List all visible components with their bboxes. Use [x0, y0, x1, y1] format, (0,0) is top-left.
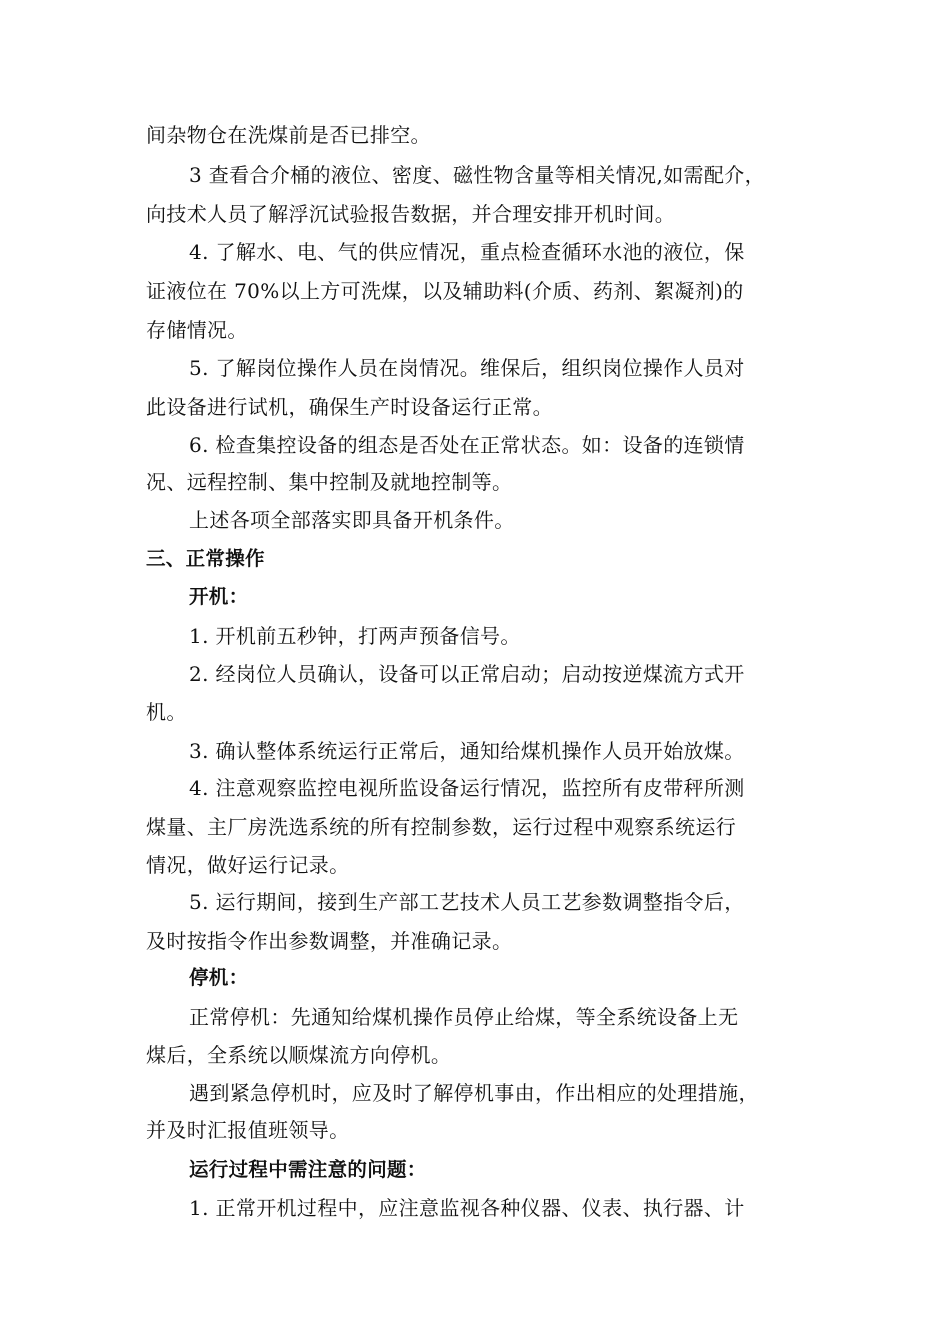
paragraph-line: 3. 确认整体系统运行正常后，通知给煤机操作人员开始放煤。 — [189, 739, 745, 763]
paragraph-line: 存储情况。 — [146, 318, 248, 342]
paragraph-line: 正常停机：先通知给煤机操作员停止给煤，等全系统设备上无 — [189, 1005, 739, 1029]
subsection-heading: 开机： — [189, 585, 249, 608]
paragraph-line: 5. 了解岗位操作人员在岗情况。维保后，组织岗位操作人员对 — [189, 356, 745, 380]
subsection-heading: 停机： — [189, 966, 249, 989]
paragraph-line: 并及时汇报值班领导。 — [146, 1118, 350, 1142]
paragraph-line: 遇到紧急停机时，应及时了解停机事由，作出相应的处理措施， — [189, 1081, 759, 1105]
paragraph-line: 4. 了解水、电、气的供应情况，重点检查循环水池的液位，保 — [189, 240, 745, 264]
paragraph-line: 煤后，全系统以顺煤流方向停机。 — [146, 1043, 452, 1067]
paragraph-line: 证液位在 70%以上方可洗煤，以及辅助料(介质、药剂、絮凝剂)的 — [146, 279, 744, 303]
paragraph-line: 间杂物仓在洗煤前是否已排空。 — [146, 123, 431, 147]
paragraph-line: 1. 正常开机过程中，应注意监视各种仪器、仪表、执行器、计 — [189, 1196, 745, 1220]
paragraph-line: 向技术人员了解浮沉试验报告数据，并合理安排开机时间。 — [146, 202, 676, 226]
paragraph-line: 情况，做好运行记录。 — [146, 853, 350, 877]
paragraph-line: 5. 运行期间，接到生产部工艺技术人员工艺参数调整指令后， — [189, 890, 745, 914]
paragraph-line: 1. 开机前五秒钟，打两声预备信号。 — [189, 624, 521, 648]
subsection-heading: 运行过程中需注意的问题： — [189, 1158, 427, 1181]
paragraph-line: 况、远程控制、集中控制及就地控制等。 — [146, 470, 513, 494]
paragraph-line: 及时按指令作出参数调整，并准确记录。 — [146, 929, 513, 953]
paragraph-line: 2. 经岗位人员确认，设备可以正常启动；启动按逆煤流方式开 — [189, 662, 745, 686]
paragraph-line: 4. 注意观察监控电视所监设备运行情况，监控所有皮带秤所测 — [189, 776, 745, 800]
paragraph-line: 上述各项全部落实即具备开机条件。 — [189, 508, 515, 532]
paragraph-line: 机。 — [146, 700, 187, 724]
section-heading: 三、正常操作 — [146, 547, 265, 570]
paragraph-line: 6. 检查集控设备的组态是否处在正常状态。如：设备的连锁情 — [189, 433, 745, 457]
paragraph-line: 此设备进行试机，确保生产时设备运行正常。 — [146, 395, 553, 419]
paragraph-line: 煤量、主厂房洗选系统的所有控制参数，运行过程中观察系统运行 — [146, 815, 737, 839]
paragraph-line: 3 查看合介桶的液位、密度、磁性物含量等相关情况,如需配介， — [189, 163, 765, 187]
